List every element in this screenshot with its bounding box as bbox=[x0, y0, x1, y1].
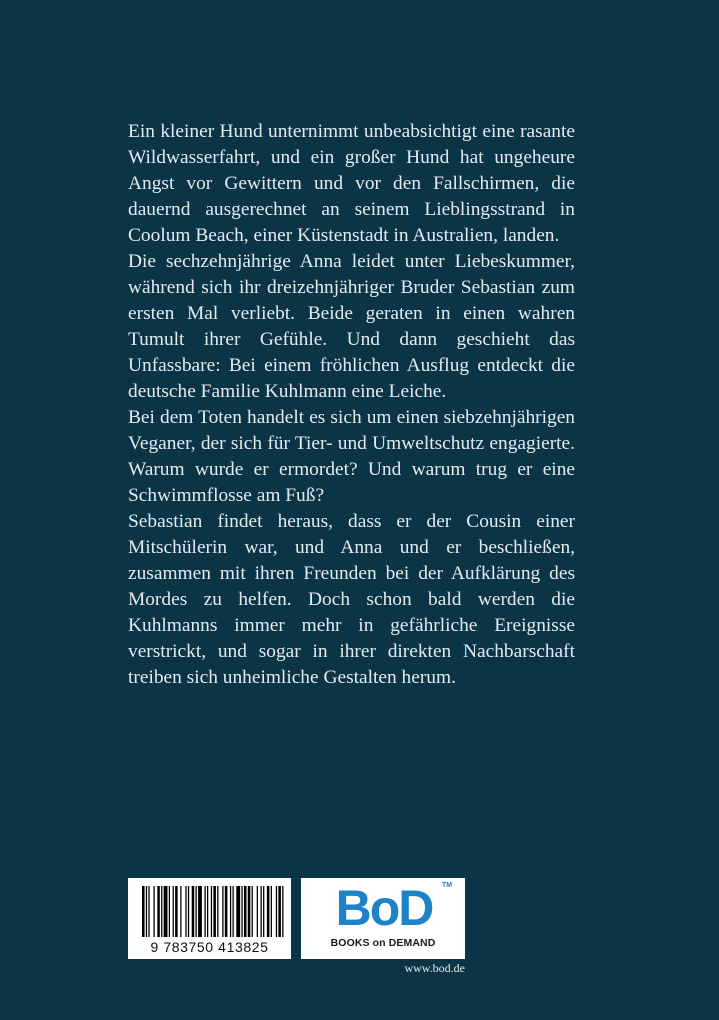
blurb-paragraph: Sebastian findet heraus, dass er der Cousin einer Mitschülerin war, und Anna und er beschließen, zusammen mit ihren Freunden bei der Aufklärung des Mordes zu helfen. Doch schon bald werden die Kuhlmanns immer mehr in gefährliche Ereignisse verstrickt, und sogar in ihrer direkten Nachbarschaft treiben sich unheimliche Gestalten herum. bbox=[128, 511, 575, 688]
blurb-paragraph: Die sechzehnjährige Anna leidet unter Liebeskummer, während sich ihr dreizehnjähriger Bruder Sebastian zum ersten Mal verliebt. Beide geraten in einen wahren Tumult ihrer Gefühle. Und dann geschieht das Unfassbare: Bei einem fröhlichen Ausflug entdeckt die deutsche Familie Kuhlmann eine Leiche. bbox=[128, 251, 575, 402]
blurb-paragraph: Ein kleiner Hund unternimmt unbeabsichtigt eine rasante Wildwasserfahrt, und ein großer Hund hat ungeheure Angst vor Gewittern und vor den Fallschirmen, die dauernd ausgerechnet an seinem Lieblingsstrand in Coolum Beach, einer Küstenstadt in Australien, landen. bbox=[128, 121, 575, 246]
isbn-barcode bbox=[128, 878, 291, 959]
barcode-icon bbox=[142, 886, 286, 937]
bod-logo-text: BoD bbox=[335, 880, 433, 936]
publisher-website: www.bod.de bbox=[404, 961, 465, 975]
back-cover-blurb bbox=[128, 119, 575, 691]
isbn-number: 9 783750 413825 bbox=[150, 939, 269, 955]
publisher-tagline: BOOKS on DEMAND bbox=[330, 937, 436, 949]
publisher-logo bbox=[301, 878, 465, 959]
blurb-paragraph: Bei dem Toten handelt es sich um einen siebzehnjährigen Veganer, der sich für Tier- und Umweltschutz engagierte. Warum wurde er ermordet? Und warum trug er eine Schwimmflosse am Fuß? bbox=[128, 407, 575, 506]
trademark-mark: TM bbox=[442, 882, 453, 889]
